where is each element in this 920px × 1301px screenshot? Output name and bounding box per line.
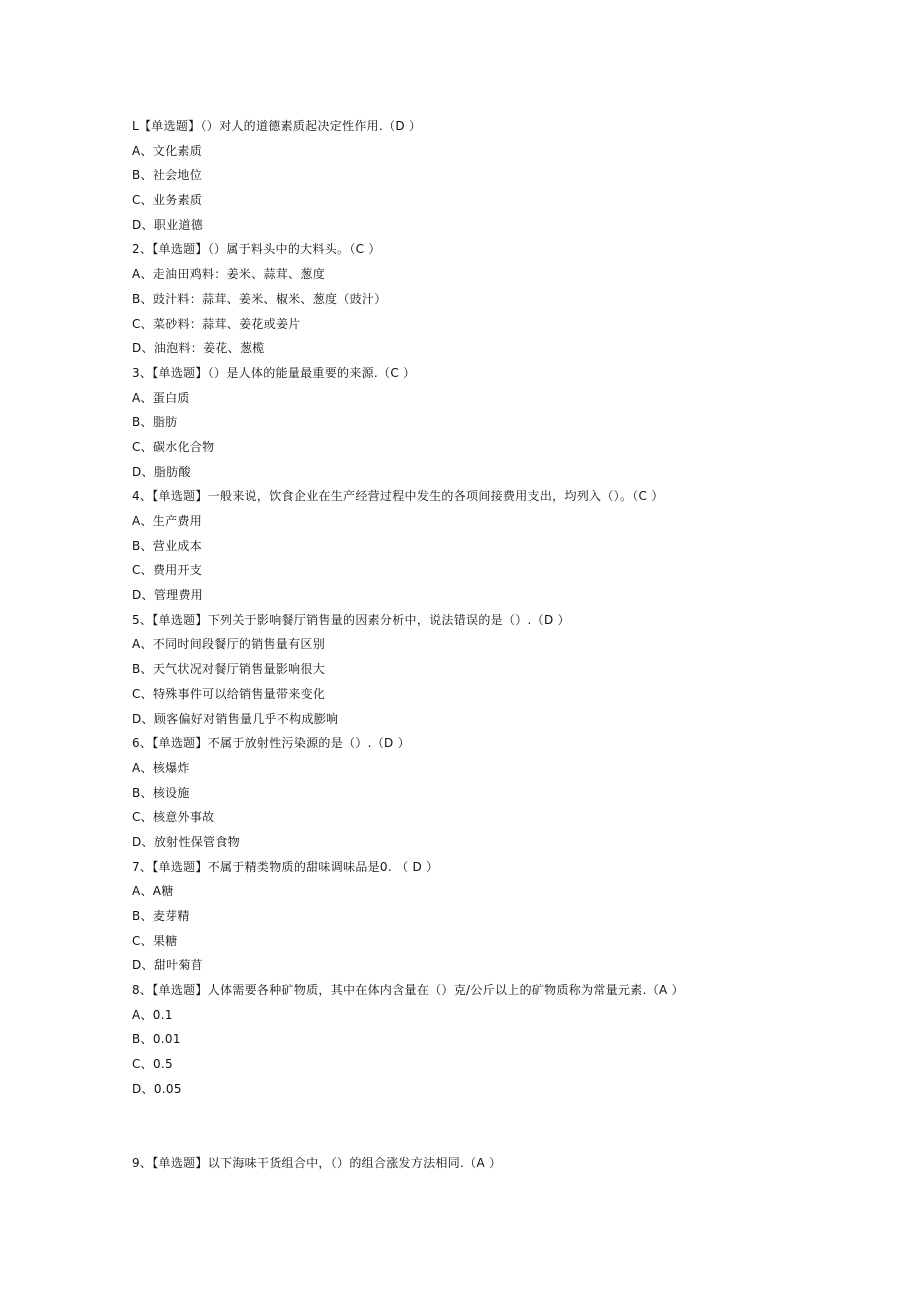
answer-option: B、社会地位 [132, 168, 203, 183]
answer-option: C、果糖 [132, 933, 178, 948]
question-list [132, 114, 832, 1175]
question-stem: 6、【单选题】不属于放射性污染源的是（）.（D ） [132, 736, 411, 751]
question-stem: 8、【单选题】人体需要各种矿物质，其中在体内含量在（）克/公斤以上的矿物质称为常量元素.（A ） [132, 983, 684, 998]
answer-option: A、0.1 [132, 1007, 173, 1022]
answer-option: B、豉汁料：蒜茸、姜米、椒米、葱度（豉汁） [132, 291, 387, 306]
answer-option: A、文化素质 [132, 143, 203, 158]
answer-option: B、脂肪 [132, 415, 178, 430]
answer-option: D、0.05 [132, 1081, 182, 1096]
question-stem: 4、【单选题】一般来说，饮食企业在生产经营过程中发生的各项间接费用支出，均列入（）。（C ） [132, 489, 664, 504]
question-stem: 5、【单选题】下列关于影响餐厅销售量的因素分析中，说法错误的是（）.（D ） [132, 612, 570, 627]
answer-option: B、0.01 [132, 1032, 181, 1047]
document-page [132, 114, 832, 1175]
answer-option: C、碳水化合物 [132, 439, 215, 454]
answer-option: C、菜砂料：蒜茸、姜花或姜片 [132, 316, 301, 331]
answer-option: D、油泡料：姜花、葱榄 [132, 341, 265, 356]
answer-option: B、营业成本 [132, 538, 203, 553]
answer-option: C、业务素质 [132, 193, 203, 208]
answer-option: D、职业道德 [132, 217, 204, 232]
answer-option: B、麦芽精 [132, 909, 190, 923]
page-gap [132, 1102, 832, 1151]
answer-option: B、天气状况对餐厅销售量影响很大 [132, 662, 326, 677]
question-stem: 3、【单选题】（）是人体的能量最重要的来源.（C ） [132, 365, 416, 380]
answer-option: D、甜叶菊苜 [132, 958, 204, 973]
answer-option: A、不同时间段餐厅的销售量有区别 [132, 637, 326, 652]
answer-option: A、蛋白质 [132, 390, 190, 405]
answer-option: C、特殊事件可以给销售量带来变化 [132, 686, 326, 701]
answer-option: D、脂肪酸 [132, 464, 191, 479]
answer-option: D、管理费用 [132, 588, 204, 603]
question-stem: L【单选题】（）对人的道德素质起决定性作用.（D ） [132, 119, 422, 133]
answer-option: D、顾客偏好对销售量几乎不构成膨响 [132, 711, 339, 726]
answer-option: C、核意外事故 [132, 810, 215, 825]
question-stem: 2、【单选题】（）属于料头中的大料头。（C ） [132, 242, 381, 257]
answer-option: D、放射性保管食物 [132, 834, 240, 849]
answer-option: A、核爆炸 [132, 760, 190, 775]
answer-option: C、0.5 [132, 1057, 173, 1072]
question-stem: 7、【单选题】不属于精类物质的甜味调味品是0. （ D ） [132, 859, 439, 874]
answer-option: A、走油田鸡料：姜米、蒜茸、葱度 [132, 267, 326, 282]
answer-option: B、核设施 [132, 785, 190, 800]
answer-option: C、费用开支 [132, 563, 203, 578]
question-stem: 9、【单选题】以下海味干货组合中，（）的组合涨发方法相同.（A ） [132, 1155, 502, 1170]
answer-option: A、生产费用 [132, 514, 203, 528]
answer-option: A、A糖 [132, 884, 174, 899]
